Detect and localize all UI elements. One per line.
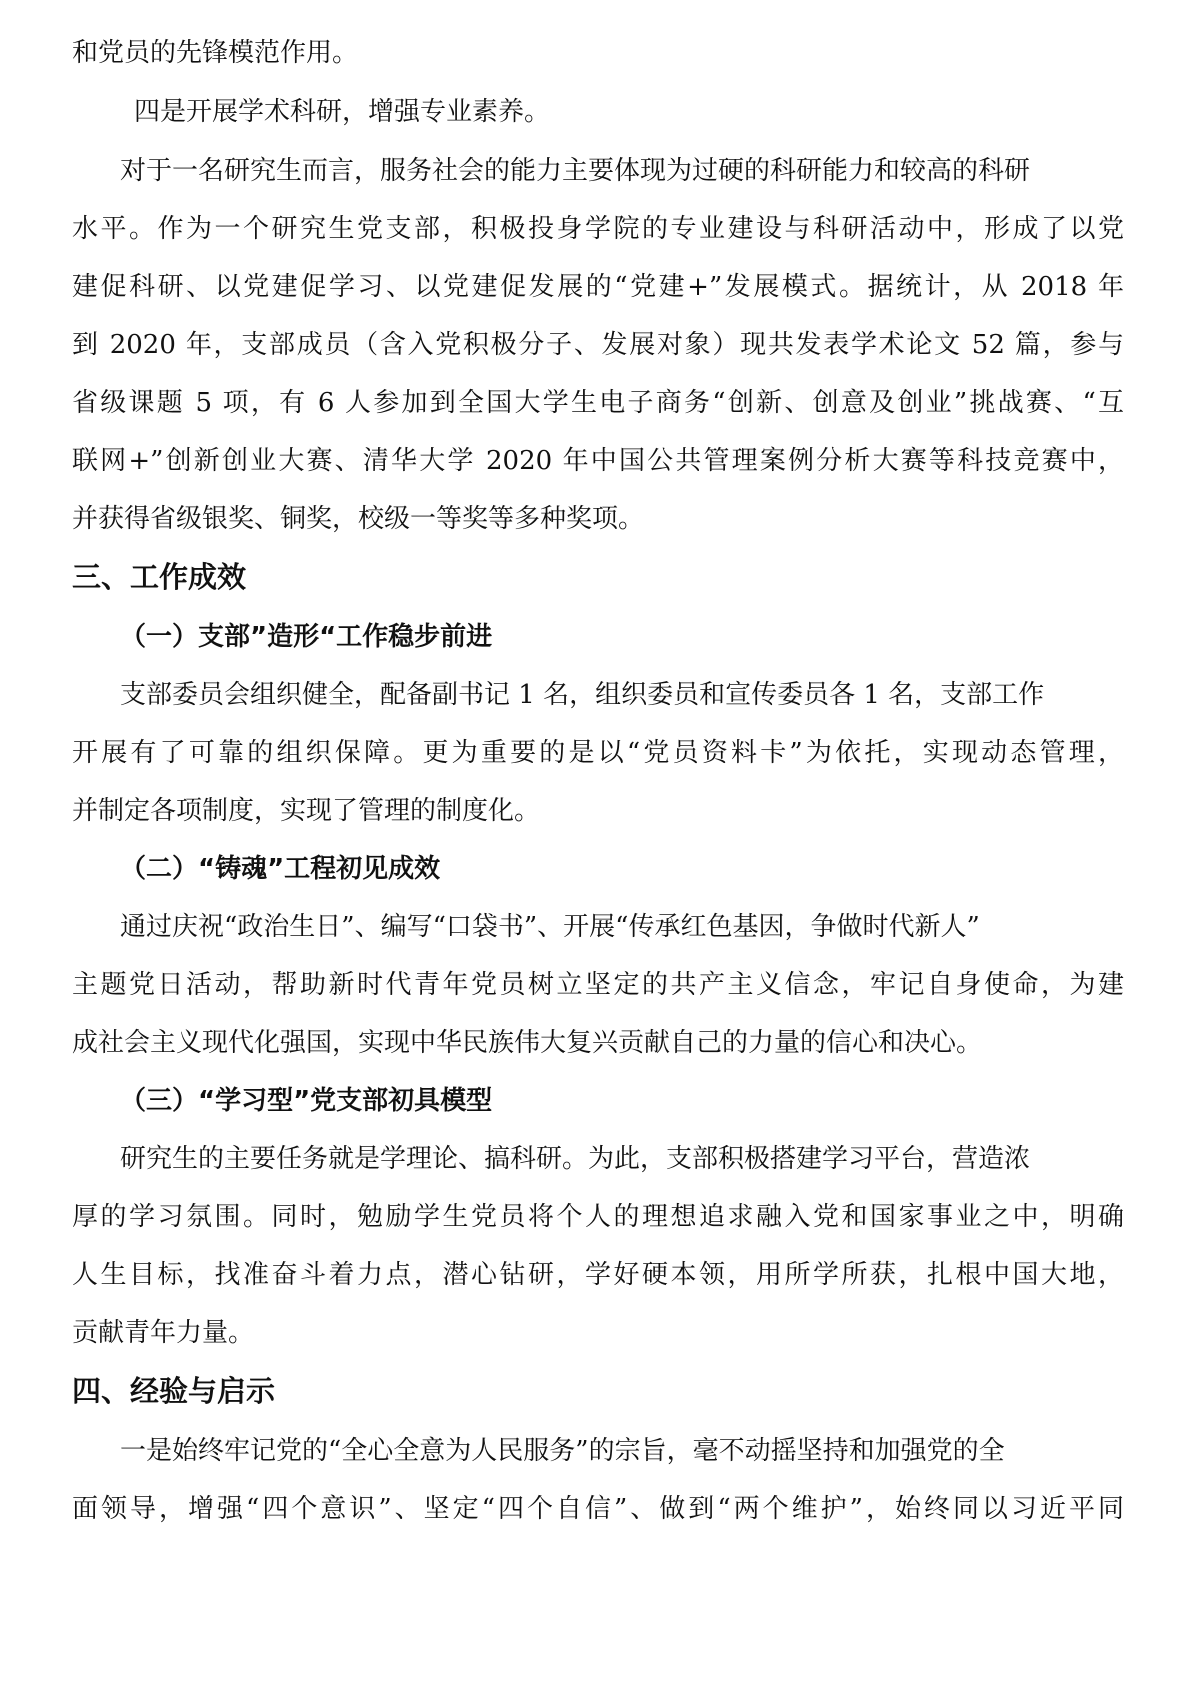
paragraph-line: 通过庆祝“政治生日”、编写“口袋书”、开展“传承红色基因，争做时代新人” (120, 912, 980, 942)
paragraph-line: 建促科研、以党建促学习、以党建促发展的“党建+”发展模式。据统计，从 2018 年 (72, 272, 1124, 302)
paragraph-line: 对于一名研究生而言，服务社会的能力主要体现为过硬的科研能力和较高的科研 (120, 156, 1031, 186)
paragraph-line: 联网+”创新创业大赛、清华大学 2020 年中国公共管理案例分析大赛等科技竞赛中， (72, 446, 1124, 476)
paragraph-line: 支部委员会组织健全，配备副书记 1 名，组织委员和宣传委员各 1 名，支部工作 (120, 680, 1045, 710)
paragraph-line: 面领导，增强“四个意识”、坚定“四个自信”、做到“两个维护”，始终同以习近平同 (72, 1494, 1124, 1524)
subsection-heading: （三）“学习型”党支部初具模型 (120, 1086, 493, 1116)
paragraph-line: 成社会主义现代化强国，实现中华民族伟大复兴贡献自己的力量的信心和决心。 (72, 1028, 983, 1058)
paragraph-line: 一是始终牢记党的“全心全意为人民服务”的宗旨，毫不动摇坚持和加强党的全 (120, 1436, 1005, 1466)
paragraph-line: 和党员的先锋模范作用。 (72, 38, 359, 68)
paragraph-line: 贡献青年力量。 (72, 1318, 255, 1348)
paragraph-line: 人生目标，找准奋斗着力点，潜心钻研，学好硬本领，用所学所获，扎根中国大地， (72, 1260, 1124, 1290)
paragraph-line: 厚的学习氛围。同时，勉励学生党员将个人的理想追求融入党和国家事业之中，明确 (72, 1202, 1124, 1232)
paragraph-line: 主题党日活动，帮助新时代青年党员树立坚定的共产主义信念，牢记自身使命，为建 (72, 970, 1124, 1000)
paragraph-line: 并制定各项制度，实现了管理的制度化。 (72, 796, 541, 826)
subsection-heading: （一）支部”造形“工作稳步前进 (120, 622, 493, 652)
paragraph-line: 省级课题 5 项，有 6 人参加到全国大学生电子商务“创新、创意及创业”挑战赛、“互 (72, 388, 1124, 418)
point-heading: 四是开展学术科研，增强专业素养。 (134, 97, 551, 127)
paragraph-line: 到 2020 年，支部成员（含入党积极分子、发展对象）现共发表学术论文 52 篇，参与 (72, 330, 1124, 360)
section-heading: 四、经验与启示 (72, 1374, 276, 1408)
section-heading: 三、工作成效 (72, 560, 247, 594)
paragraph-line: 并获得省级银奖、铜奖，校级一等奖等多种奖项。 (72, 504, 645, 534)
paragraph-line: 水平。作为一个研究生党支部，积极投身学院的专业建设与科研活动中，形成了以党 (72, 214, 1124, 244)
paragraph-line: 研究生的主要任务就是学理论、搞科研。为此，支部积极搭建学习平台，营造浓 (120, 1144, 1031, 1174)
paragraph-line: 开展有了可靠的组织保障。更为重要的是以“党员资料卡”为依托，实现动态管理， (72, 738, 1124, 768)
subsection-heading: （二）“铸魂”工程初见成效 (120, 854, 441, 884)
